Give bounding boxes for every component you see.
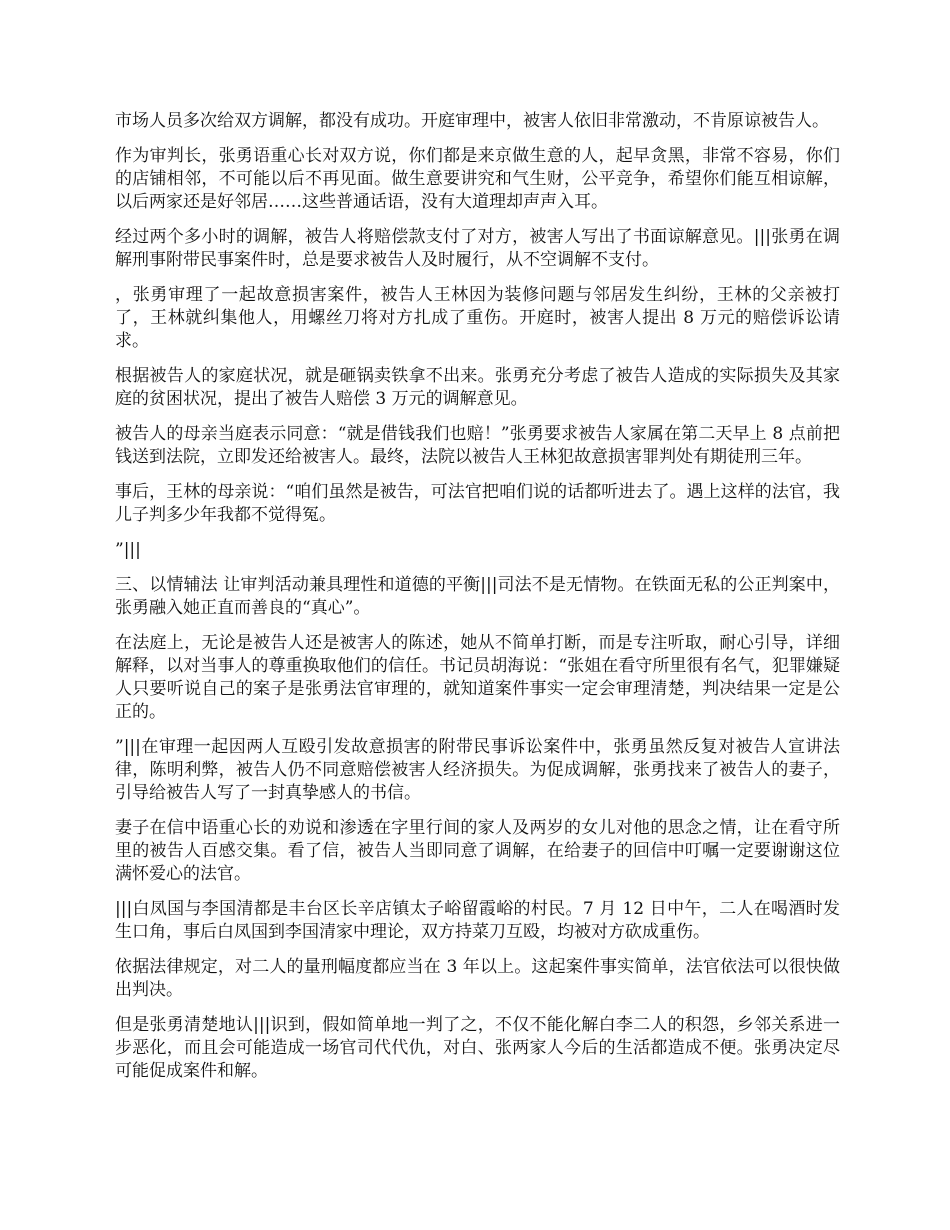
paragraph: ，张勇审理了一起故意损害案件，被告人王林因为装修问题与邻居发生纠纷，王林的父亲被打了，王林就纠集他人，用螺丝刀将对方扎成了重伤。开庭时，被害人提出 8 万元的赔偿诉讼请求。 <box>115 285 840 351</box>
document-body <box>115 110 840 1095</box>
paragraph: |||白凤国与李国清都是丰台区长辛店镇太子峪留霞峪的村民。7 月 12 日中午，二人在喝酒时发生口角，事后白凤国到李国清家中理论，双方持菜刀互殴，均被对方砍成重伤。 <box>115 899 840 942</box>
paragraph: 但是张勇清楚地认|||识到，假如简单地一判了之，不仅不能化解白李二人的积怨，乡邻关系进一步恶化，而且会可能造成一场官司代代仇，对白、张两家人今后的生活都造成不便。张勇决定尽可能促成案件和解。 <box>115 1015 840 1081</box>
paragraph: 作为审判长，张勇语重心长对双方说，你们都是来京做生意的人，起早贪黑，非常不容易，你们的店铺相邻，不可能以后不再见面。做生意要讲究和气生财，公平竞争，希望你们能互相谅解，以后两家还是好邻居……这些普通话语，没有大道理却声声入耳。 <box>115 146 840 212</box>
paragraph: 妻子在信中语重心长的劝说和渗透在字里行间的家人及两岁的女儿对他的思念之情，让在看守所里的被告人百感交集。看了信，被告人当即同意了调解，在给妻子的回信中叮嘱一定要谢谢这位满怀爱心的法官。 <box>115 818 840 884</box>
paragraph: 被告人的母亲当庭表示同意：“就是借钱我们也赔！”张勇要求被告人家属在第二天早上 8 点前把钱送到法院，立即发还给被害人。最终，法院以被告人王林犯故意损害罪判处有期徒刑三年。 <box>115 424 840 467</box>
paragraph: ”||| <box>115 540 141 560</box>
paragraph: 依据法律规定，对二人的量刑幅度都应当在 3 年以上。这起案件事实简单，法官依法可以很快做出判决。 <box>115 957 840 1000</box>
paragraph: 经过两个多小时的调解，被告人将赔偿款支付了对方，被害人写出了书面谅解意见。|||张勇在调解刑事附带民事案件时，总是要求被告人及时履行，从不空调解不支付。 <box>115 227 840 270</box>
paragraph: 三、以情辅法 让审判活动兼具理性和道德的平衡|||司法不是无情物。在铁面无私的公正判案中，张勇融入她正直而善良的“真心”。 <box>115 575 840 618</box>
paragraph: 市场人员多次给双方调解，都没有成功。开庭审理中，被害人依旧非常激动，不肯原谅被告人。 <box>115 111 829 131</box>
paragraph: 根据被告人的家庭状况，就是砸锅卖铁拿不出来。张勇充分考虑了被告人造成的实际损失及其家庭的贫困状况，提出了被告人赔偿 3 万元的调解意见。 <box>115 366 840 409</box>
paragraph: 事后，王林的母亲说：“咱们虽然是被告，可法官把咱们说的话都听进去了。遇上这样的法官，我儿子判多少年我都不觉得冤。 <box>115 482 840 525</box>
paragraph: ”|||在审理一起因两人互殴引发故意损害的附带民事诉讼案件中，张勇虽然反复对被告人宣讲法律，陈明利弊，被告人仍不同意赔偿被害人经济损失。为促成调解，张勇找来了被告人的妻子，引导给被告人写了一封真挚感人的书信。 <box>115 737 840 803</box>
paragraph: 在法庭上，无论是被告人还是被害人的陈述，她从不简单打断，而是专注听取，耐心引导，详细解释，以对当事人的尊重换取他们的信任。书记员胡海说：“张姐在看守所里很有名气，犯罪嫌疑人只要听说自己的案子是张勇法官审理的，就知道案件事实一定会审理清楚，判决结果一定是公正的。 <box>115 633 840 722</box>
